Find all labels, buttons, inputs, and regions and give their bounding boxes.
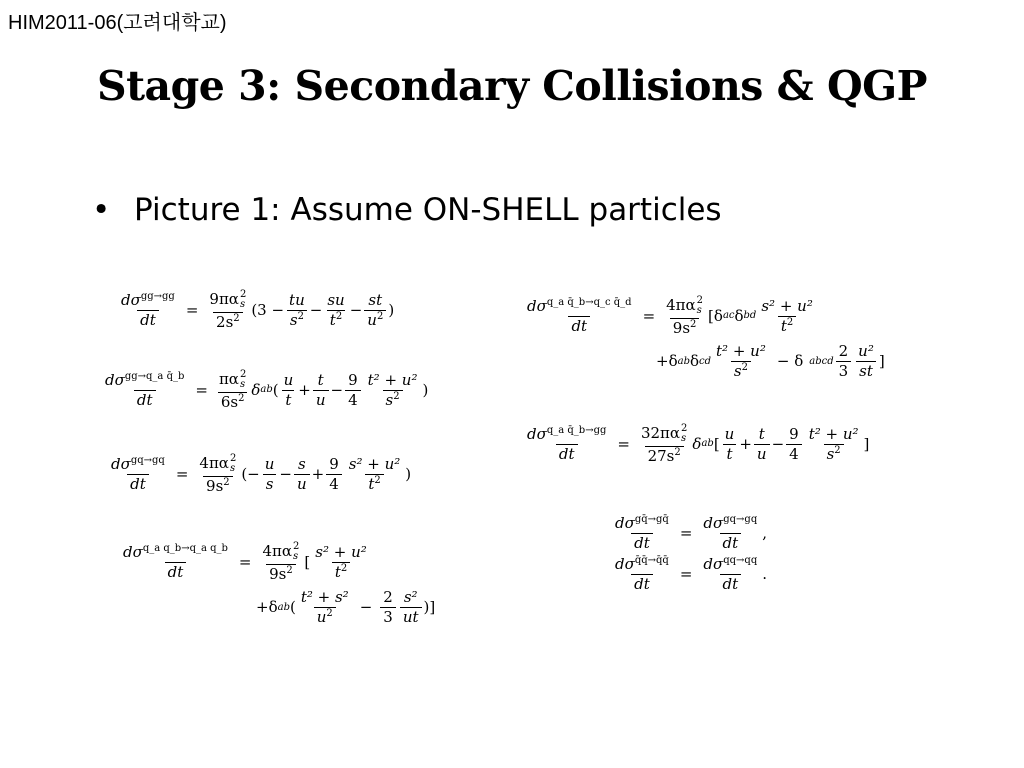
equation-gq-to-gq: $\frac{d\sigma^{gq\to gq}}{dt}$ = 4πα 2 s $9s^2$ (− $\frac{u}{s}$ − $\frac{s}{u}$ + $\frac{9}{4}$ $\frac{\text{s² + u²}}{t^2}$ ) xyxy=(111,453,412,495)
bullet-item xyxy=(92,192,722,228)
equation-relations: $\frac{d\sigma^{gq̄\to gq̄}}{dt}$ = $\frac{d\sigma^{gq\to gq}}{dt}$ , $\frac{d\sigma^{q̄q̄\to q̄q̄}}{dt}$ = $\frac{d\sigma^{qq\to qq}}{dt}$ . xyxy=(615,514,768,593)
equation-qaqb-to-gg: $\frac{d\sigma^{q\_a q̄\_b\to gg}}{dt}$ = 32πα 2 s $27s^2$ δ ab [ $\frac{u}{t}$ + $\frac{t}{u}$ − $\frac{9}{4}$ $\frac{\text{t² + u²}}{s^2}$ ] xyxy=(527,423,870,465)
lhs-fraction: $\frac{d\sigma^{gg\to gg}}{dt}$ xyxy=(121,290,175,329)
equation-gg-to-qq: $\frac{d\sigma^{gg\to q\_a q̄\_b}}{dt}$ = πα 2 s $6s^2$ δ ab ( $\frac{u}{t}$ + $\frac{t}{u}$ − $\frac{9}{4}$ $\frac{\text{t² + u²}}{s^2}$ ) xyxy=(105,369,429,411)
equation-gg-to-gg: $\frac{d\sigma^{gg\to gg}}{dt}$ = 9πα 2 s $2s^2$ (3 − $\frac{tu}{s^2}$ − $\frac{su}{t^2}$ − $\frac{st}{u^2}$ ) xyxy=(116,290,394,330)
coefficient-fraction: 9πα 2 s $2s^2$ xyxy=(209,289,247,331)
equation-qaqb-to-qaqb: $\frac{d\sigma^{q\_a q\_b\to q\_a q\_b}}{dt}$ = 4πα 2 s $9s^2$ [ $\frac{\text{s² + u²}}{t^2}$ +δ ab ( $\frac{\text{t² + s²}}{u^2}$ − $\frac{2}{3}$ $\frac{\text{s²}}{ut}$ )] xyxy=(123,541,436,626)
equation-qaqb-to-qcqd: $\frac{d\sigma^{q\_a q̄\_b\to q\_c q̄\_d}}{dt}$ = 4πα 2 s $9s^2$ [δ ac δ bd $\frac{\text{s² + u²}}{t^2}$ +δ ab δ cd $\frac{\text{t² + u²}}{s^2}$ − δ abcd $\frac{2}{3}$ $\frac{\text{u²}}{st}$ ] xyxy=(527,295,885,380)
header-tag: HIM2011-06(고려대학교) xyxy=(8,12,227,34)
slide-title: Stage 3: Secondary Collisions & QGP xyxy=(96,62,928,110)
bullet-marker: • xyxy=(92,192,111,228)
bullet-text: Picture 1: Assume ON-SHELL particles xyxy=(134,192,722,228)
